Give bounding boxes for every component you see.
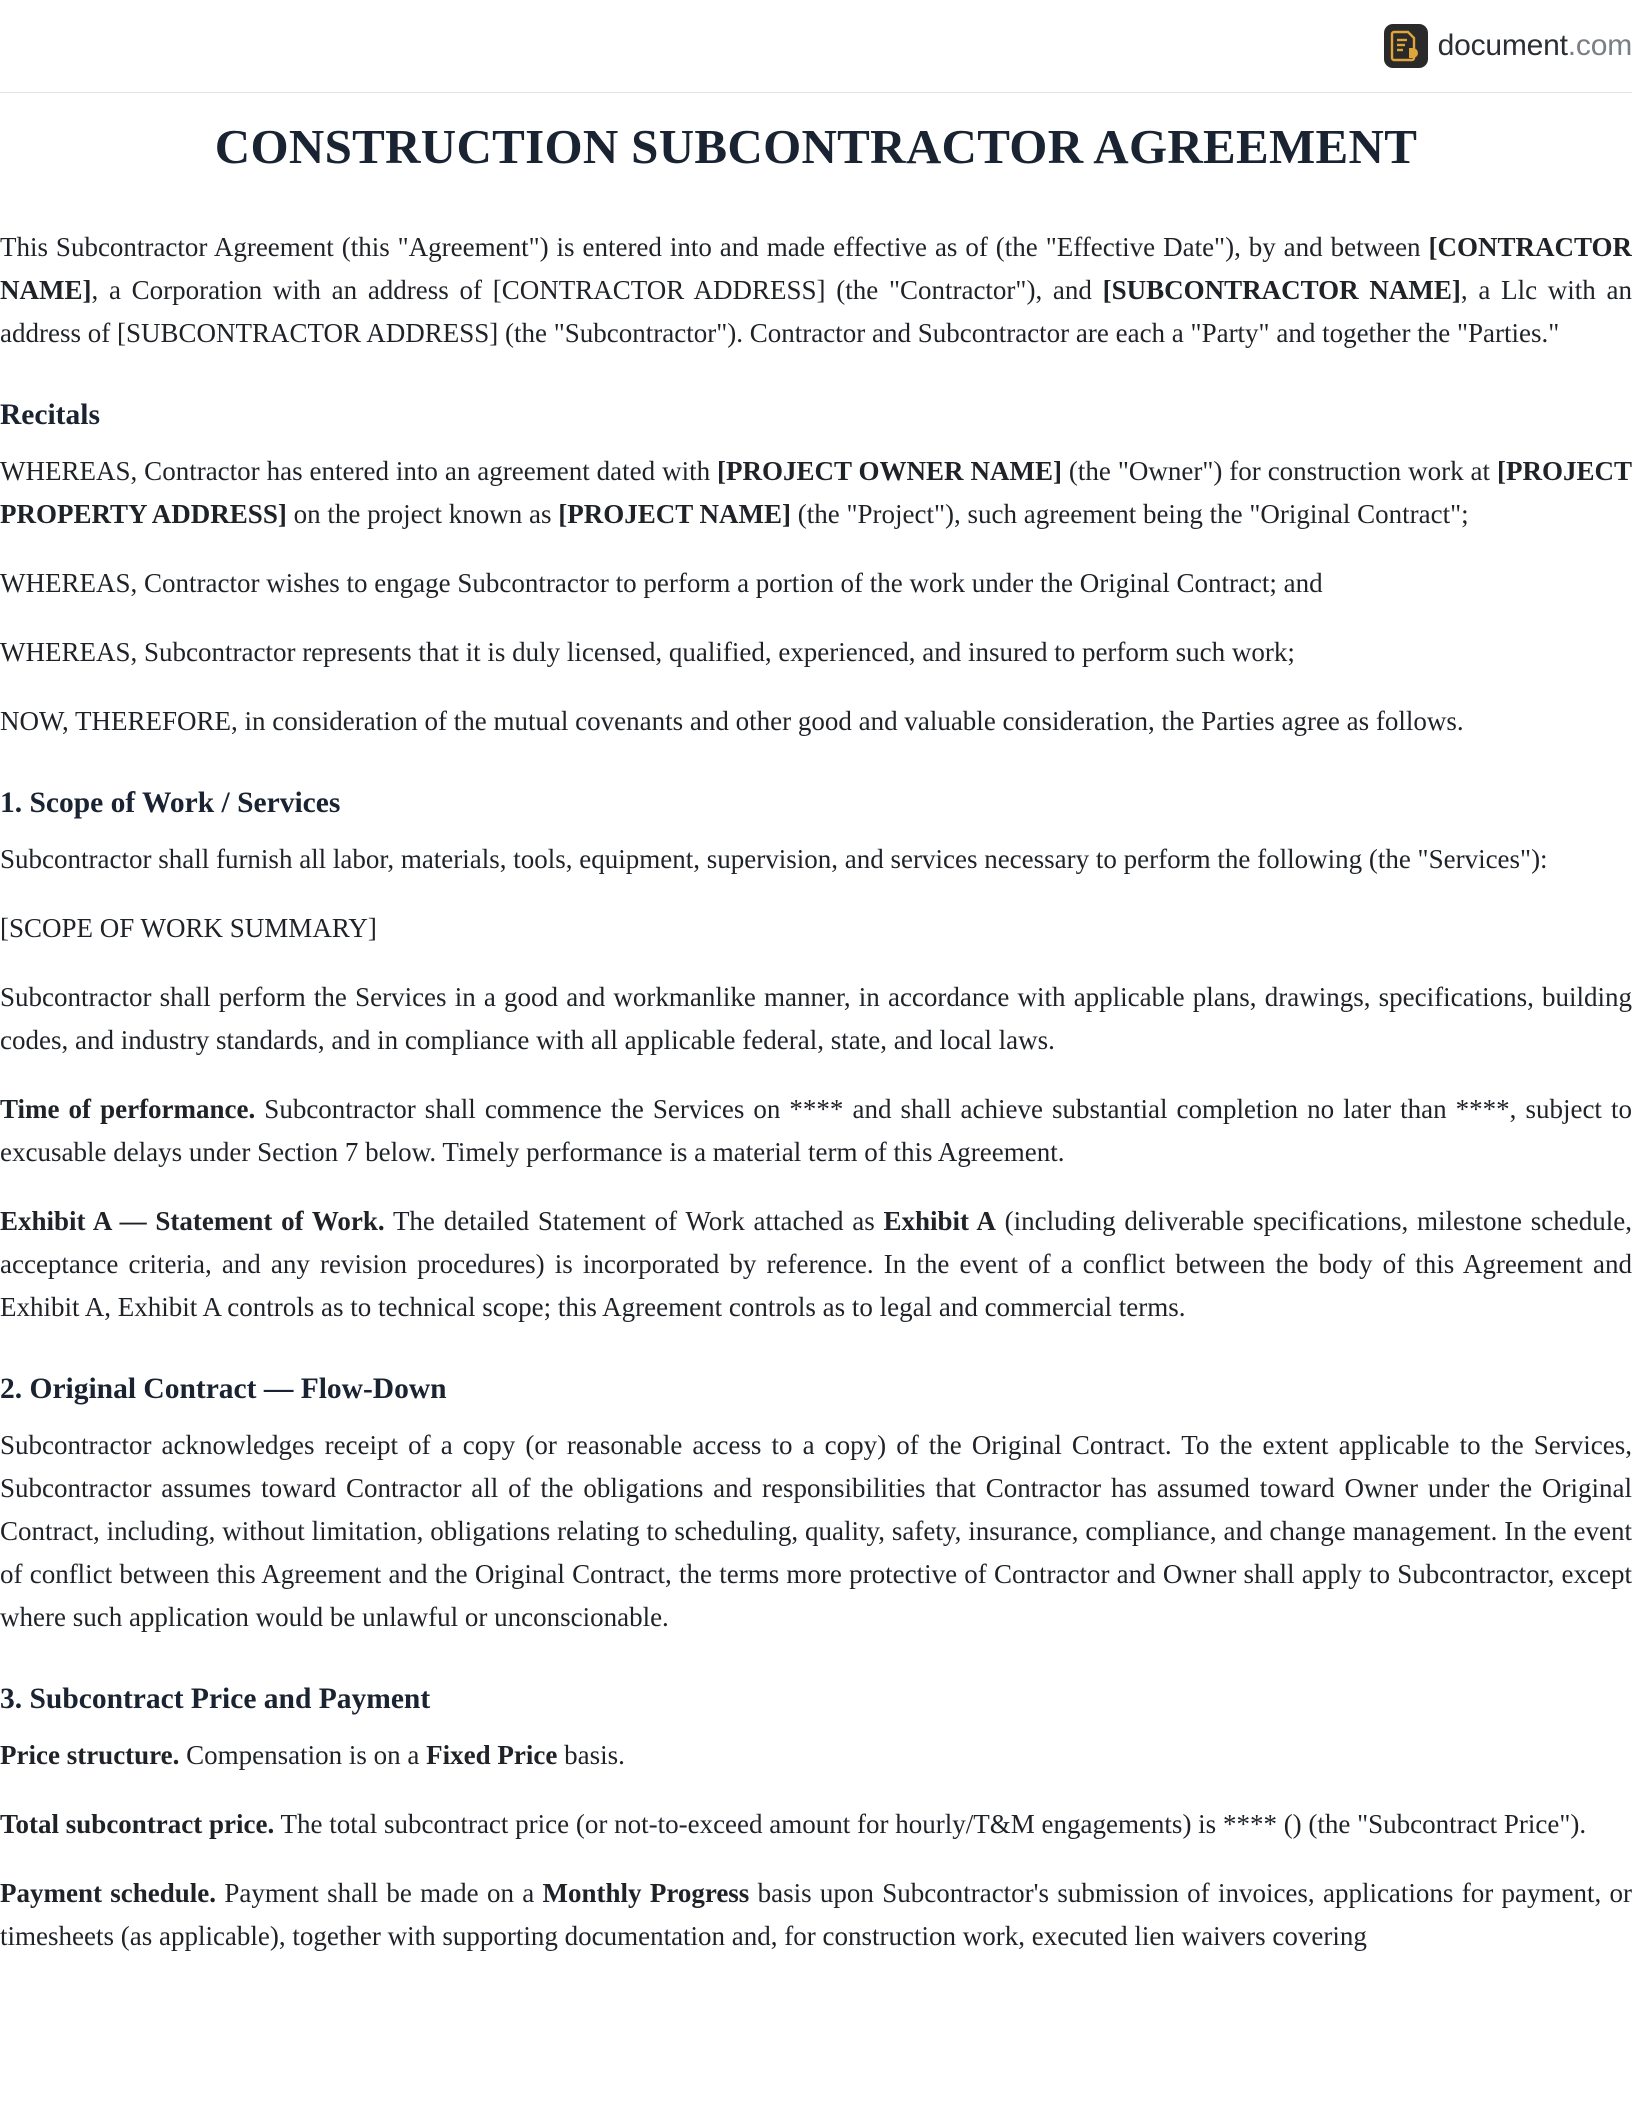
owner-name-placeholder: [PROJECT OWNER NAME] <box>717 456 1062 486</box>
time-of-performance-text: Subcontractor shall commence the Services on **** and shall achieve substantial completion no later than ****, subject to excusable delays under Section 7 below. Timely performance is a material term of this Agreement. <box>0 1094 1632 1167</box>
recital-paragraph-4: NOW, THEREFORE, in consideration of the mutual covenants and other good and valuable consideration, the Parties agree as follows. <box>0 706 1464 736</box>
document-body <box>0 93 1632 1958</box>
total-price-label: Total subcontract price. <box>0 1809 275 1839</box>
price-structure-text-1: Compensation is on a <box>179 1740 427 1770</box>
brand-logo-link[interactable] <box>1384 24 1632 68</box>
recital-1-text-3: on the project known as <box>286 499 559 529</box>
section-1-paragraph-1: Subcontractor shall furnish all labor, materials, tools, equipment, supervision, and services necessary to perform the following (the "Services"): <box>0 844 1548 874</box>
project-name-placeholder: [PROJECT NAME] <box>558 499 792 529</box>
section-3-heading: 3. Subcontract Price and Payment <box>0 1683 431 1715</box>
exhibit-a-text-1: The detailed Statement of Work attached as <box>384 1206 884 1236</box>
recital-1-text-4: (the "Project"), such agreement being the "Original Contract"; <box>791 499 1469 529</box>
intro-text-1: This Subcontractor Agreement (this "Agreement") is entered into and made effective as of (the "Effective Date"), by and between <box>0 232 1429 262</box>
exhibit-a-paragraph <box>0 1200 1632 1329</box>
brand-name <box>1438 29 1632 63</box>
price-structure-paragraph <box>0 1734 1632 1777</box>
subcontractor-name-placeholder: [SUBCONTRACTOR NAME] <box>1102 275 1461 305</box>
payment-schedule-label: Payment schedule. <box>0 1878 217 1908</box>
section-1-paragraph-2: [SCOPE OF WORK SUMMARY] <box>0 913 377 943</box>
payment-schedule-paragraph <box>0 1872 1632 1958</box>
recital-1-text-2: (the "Owner") for construction work at <box>1061 456 1497 486</box>
recital-paragraph-1 <box>0 450 1632 536</box>
total-price-text: The total subcontract price (or not-to-exceed amount for hourly/T&M engagements) is **** () (the "Subcontract Price"). <box>274 1809 1587 1839</box>
price-structure-value: Fixed Price <box>426 1740 558 1770</box>
total-price-paragraph <box>0 1803 1632 1846</box>
time-of-performance-label: Time of performance. <box>0 1094 256 1124</box>
recitals-heading: Recitals <box>0 399 100 431</box>
payment-schedule-text-2: basis upon Subcontractor's submission of invoices, applications for payment, or timesheets (as applicable), together with supporting documentation and, for construction work, executed lien waivers covering <box>0 1878 1632 1951</box>
recital-1-text-1: WHEREAS, Contractor has entered into an agreement dated with <box>0 456 718 486</box>
intro-paragraph <box>0 226 1632 355</box>
intro-text-3: , a Llc with an address of [SUBCONTRACTOR ADDRESS] (the "Subcontractor"). Contractor and Subcontractor are each a "Party" and together the "Parties." <box>0 275 1632 348</box>
section-1-paragraph-3: Subcontractor shall perform the Services in a good and workmanlike manner, in accordance with applicable plans, drawings, specifications, building codes, and industry standards, and in compliance with all applicable federal, state, and local laws. <box>0 982 1632 1055</box>
contractor-name-placeholder: [CONTRACTOR NAME] <box>0 232 1632 305</box>
intro-text-2: , a Corporation with an address of [CONTRACTOR ADDRESS] (the "Contractor"), and <box>91 275 1103 305</box>
recital-paragraph-3: WHEREAS, Subcontractor represents that it is duly licensed, qualified, experienced, and insured to perform such work; <box>0 637 1295 667</box>
price-structure-text-2: basis. <box>557 1740 625 1770</box>
price-structure-label: Price structure. <box>0 1740 180 1770</box>
document-logo-icon <box>1384 24 1428 68</box>
recital-paragraph-2: WHEREAS, Contractor wishes to engage Subcontractor to perform a portion of the work under the Original Contract; and <box>0 568 1323 598</box>
section-2-heading: 2. Original Contract — Flow-Down <box>0 1373 447 1405</box>
exhibit-a-reference: Exhibit A <box>883 1206 996 1236</box>
section-1-heading: 1. Scope of Work / Services <box>0 787 341 819</box>
payment-schedule-value: Monthly Progress <box>542 1878 750 1908</box>
page-header <box>0 0 1632 93</box>
time-of-performance-paragraph <box>0 1088 1632 1174</box>
property-address-placeholder: [PROJECT PROPERTY ADDRESS] <box>0 456 1632 529</box>
section-2-paragraph-1: Subcontractor acknowledges receipt of a copy (or reasonable access to a copy) of the Original Contract. To the extent applicable to the Services, Subcontractor assumes toward Contractor all of the obligations and responsibilities that Contractor has assumed toward Owner under the Original Contract, including, without limitation, obligations relating to scheduling, quality, safety, insurance, compliance, and change management. In the event of conflict between this Agreement and the Original Contract, the terms more protective of Contractor and Owner shall apply to Subcontractor, except where such application would be unlawful or unconscionable. <box>0 1430 1632 1632</box>
document-title: CONSTRUCTION SUBCONTRACTOR AGREEMENT <box>214 119 1418 174</box>
payment-schedule-text-1: Payment shall be made on a <box>216 1878 543 1908</box>
brand-name-main: document <box>1437 29 1568 62</box>
exhibit-a-text-2: (including deliverable specifications, milestone schedule, acceptance criteria, and any revision procedures) is incorporated by reference. In the event of a conflict between the body of this Agreement and Exhibit A, Exhibit A controls as to technical scope; this Agreement controls as to legal and commercial terms. <box>0 1206 1632 1322</box>
brand-name-tld: .com <box>1567 29 1632 62</box>
exhibit-a-label: Exhibit A — Statement of Work. <box>0 1206 385 1236</box>
